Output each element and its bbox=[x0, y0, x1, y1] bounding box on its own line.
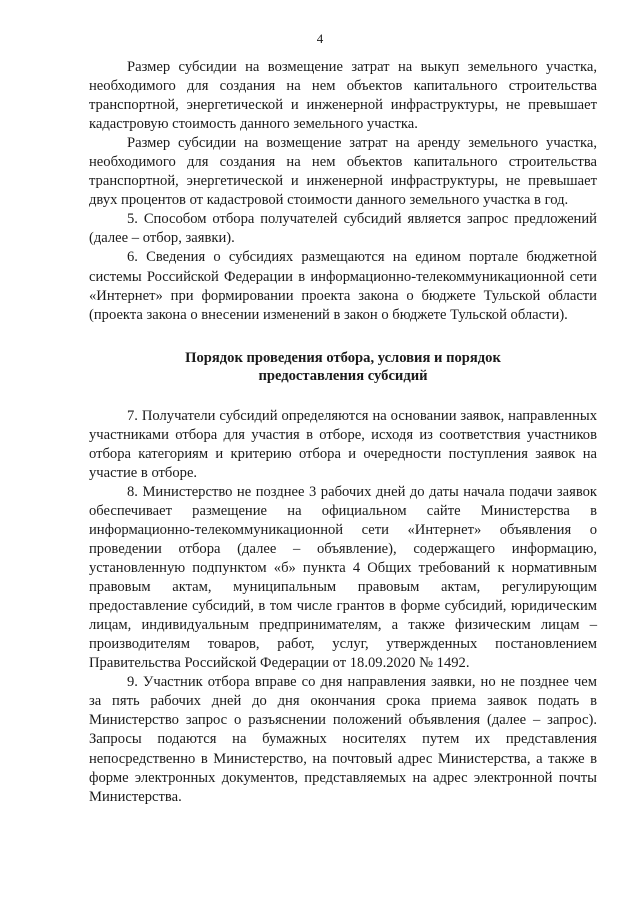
paragraph-item-5: 5. Способом отбора получателей субсидий является запрос предложений (далее – отбор, заявки). bbox=[89, 211, 597, 247]
paragraph-land-lease-subsidy: Размер субсидии на возмещение затрат на аренду земельного участка, необходимого для создания на нем объектов капитального строительства транспортной, энергетической и инженерной инфраструктуры, не превышает двух процентов от кадастровой стоимости данного земельного участка в год. bbox=[89, 135, 597, 209]
paragraph-item-7: 7. Получатели субсидий определяются на основании заявок, направленных участниками отбора для участия в отборе, исходя из соответствия участников отбора категориям и критерию отбора и очередности поступления заявок на участие в отборе. bbox=[89, 407, 597, 481]
section-heading-line-1: Порядок проведения отбора, условия и порядок bbox=[185, 349, 501, 366]
page-number: 4 bbox=[316, 31, 324, 46]
document-body bbox=[89, 58, 597, 807]
paragraph-item-6: 6. Сведения о субсидиях размещаются на едином портале бюджетной системы Российской Федерации в информационно-телекоммуникационной сети «Интернет» при формировании проекта закона о бюджете Тульской области (проекта закона о внесении изменений в закон о бюджете Тульской области). bbox=[89, 249, 597, 323]
paragraph-item-8: 8. Министерство не позднее 3 рабочих дней до даты начала подачи заявок обеспечивает размещение на официальном сайте Министерства в информационно-телекоммуникационной сети «Интернет» объявления о проведении отбора (далее – объявление), содержащего информацию, установленную подпунктом «б» пункта 4 Общих требований к нормативным правовым актам, муниципальным правовым актам, регулирующим предоставление субсидий, в том числе грантов в форме субсидий, юридическим лицам, индивидуальным предпринимателям, а также физическим лицам – производителям товаров, работ, услуг, утвержденных постановлением Правительства Российской Федерации от 18.09.2020 № 1492. bbox=[89, 483, 597, 672]
paragraph-item-9: 9. Участник отбора вправе со дня направления заявки, но не позднее чем за пять рабочих дней до дня окончания срока приема заявок подать в Министерство запрос о разъяснении положений объявления (далее – запрос). Запросы подаются на бумажных носителях путем их представления непосредственно в Министерство, на почтовый адрес Министерства, а также в форме электронных документов, представляемых на адрес электронной почты Министерства. bbox=[89, 674, 597, 805]
section-heading-line-2: предоставления субсидий bbox=[258, 368, 428, 385]
section-heading bbox=[89, 349, 597, 386]
paragraph-land-purchase-subsidy: Размер субсидии на возмещение затрат на выкуп земельного участка, необходимого для создания на нем объектов капитального строительства транспортной, энергетической и инженерной инфраструктуры, не превышает кадастровую стоимость данного земельного участка. bbox=[89, 59, 597, 133]
